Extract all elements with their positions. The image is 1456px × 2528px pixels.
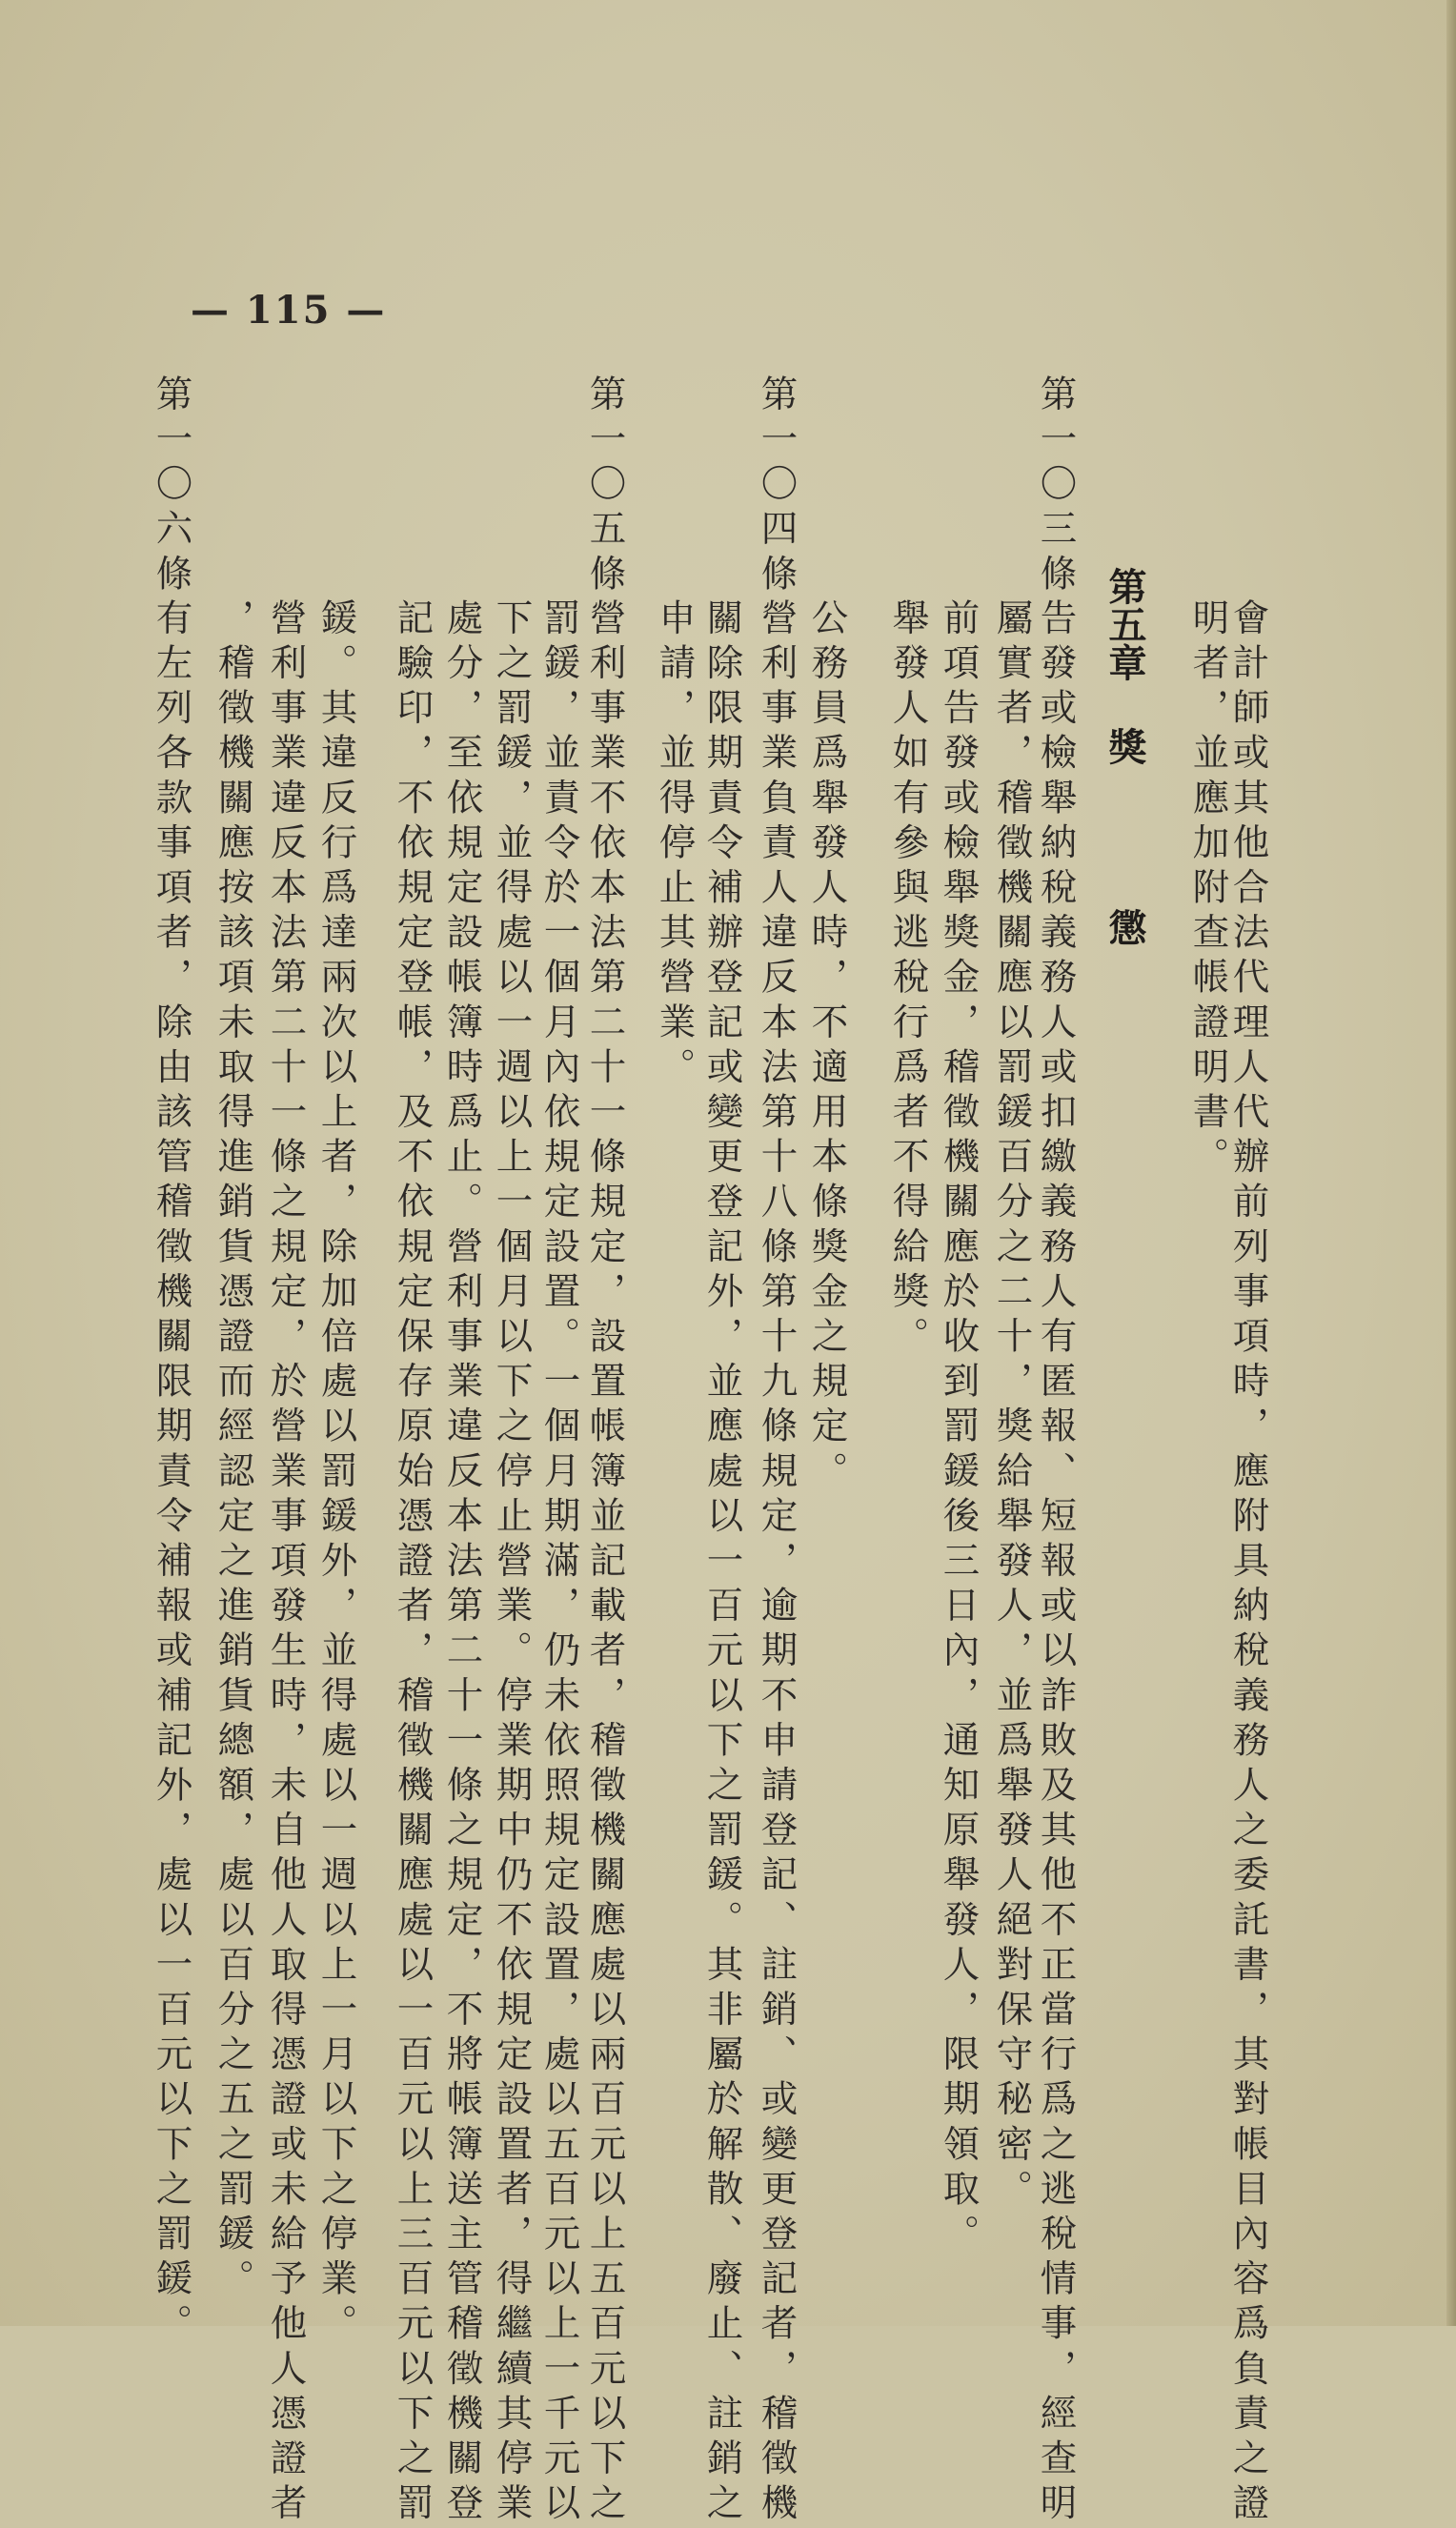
- article-104-line-1: 營利事業負責人違反本法第十八條第十九條規定，逾期不申請登記、註銷、或變更登記者，稽徵機: [755, 598, 799, 2528]
- article-103-line-3: 前項告發或檢舉獎金，稽徵機關應於收到罰鍰後三日內，通知原舉發人，限期領取。: [937, 598, 981, 2259]
- article-105-line-6: 鍰。其違反行爲達兩次以上者，除加倍處以罰鍰外，並得處以一週以上一月以下之停業。: [314, 598, 358, 2349]
- article-105-line-3: 下之罰鍰，並得處以一週以上一個月以下之停止營業。停業期中仍不依規定設置者，得繼續其停業: [490, 598, 534, 2528]
- article-103-label: 第一〇三條: [1034, 374, 1078, 599]
- text-line-continuation-1: 會計師或其他合法代理人代辦前列事項時，應附具納稅義務人之委託書，其對帳目內容爲負責之證: [1226, 598, 1270, 2528]
- article-104-label: 第一〇四條: [755, 374, 799, 599]
- page-edge-shadow: [1446, 0, 1456, 2326]
- article-106-line-1: 有左列各款事項者，除由該管稽徵機關限期責令補報或補記外，處以一百元以下之罰鍰。: [150, 598, 193, 2349]
- article-103-line-1: 告發或檢舉納稅義務人或扣繳義務人有匿報、短報或以詐敗及其他不正當行爲之逃稅情事，經查明: [1034, 598, 1078, 2528]
- chapter-number: 第五章: [1102, 567, 1146, 681]
- article-103-line-2: 屬實者，稽徵機關應以罰鍰百分之二十，獎給舉發人，並爲舉發人絕對保守秘密。: [990, 598, 1034, 2215]
- article-105-line-7: 營利事業違反本法第二十一條之規定，於營業事項發生時，未自他人取得憑證或未給予他人憑證者: [264, 598, 308, 2528]
- chapter-heading: [1102, 567, 1146, 946]
- text-line-continuation-2: 明者，並應加附查帳證明書。: [1186, 598, 1230, 1183]
- article-105-label: 第一〇五條: [583, 374, 627, 599]
- article-105-line-1: 營利事業不依本法第二十一條規定，設置帳簿並記載者，稽徵機關應處以兩百元以上五百元以下之: [583, 598, 627, 2528]
- article-105-line-8: ，稽徵機關應按該項未取得進銷貨憑證而經認定之進銷貨總額，處以百分之五之罰鍰。: [212, 598, 255, 2304]
- chapter-title-reward: 獎: [1102, 727, 1146, 765]
- article-103-line-5: 公務員爲舉發人時，不適用本條獎金之規定。: [805, 598, 849, 1496]
- article-105-line-5: 記驗印，不依規定登帳，及不依規定保存原始憑證者，稽徵機關應處以一百元以上三百元以下之罰: [391, 598, 435, 2528]
- article-103-line-4: 舉發人如有參與逃稅行爲者不得給獎。: [886, 598, 930, 1362]
- article-104-line-3: 申請，並得停止其營業。: [653, 598, 697, 1093]
- chapter-title-penalty: 懲: [1102, 908, 1146, 946]
- article-104-line-2: 關除限期責令補辦登記或變更登記外，並應處以一百元以下之罰鍰。其非屬於解散、廢止、註銷之: [700, 598, 744, 2528]
- article-105-line-4: 處分，至依規定設帳簿時爲止。營利事業違反本法第二十一條之規定，不將帳簿送主管稽徵機關登: [440, 598, 484, 2528]
- article-106-label: 第一〇六條: [150, 374, 193, 599]
- article-105-line-2: 罰鍰，並責令於一個月內依規定設置。一個月期滿，仍未依照規定設置，處以五百元以上一千元以: [537, 598, 581, 2528]
- page-number: — 115 —: [191, 288, 387, 333]
